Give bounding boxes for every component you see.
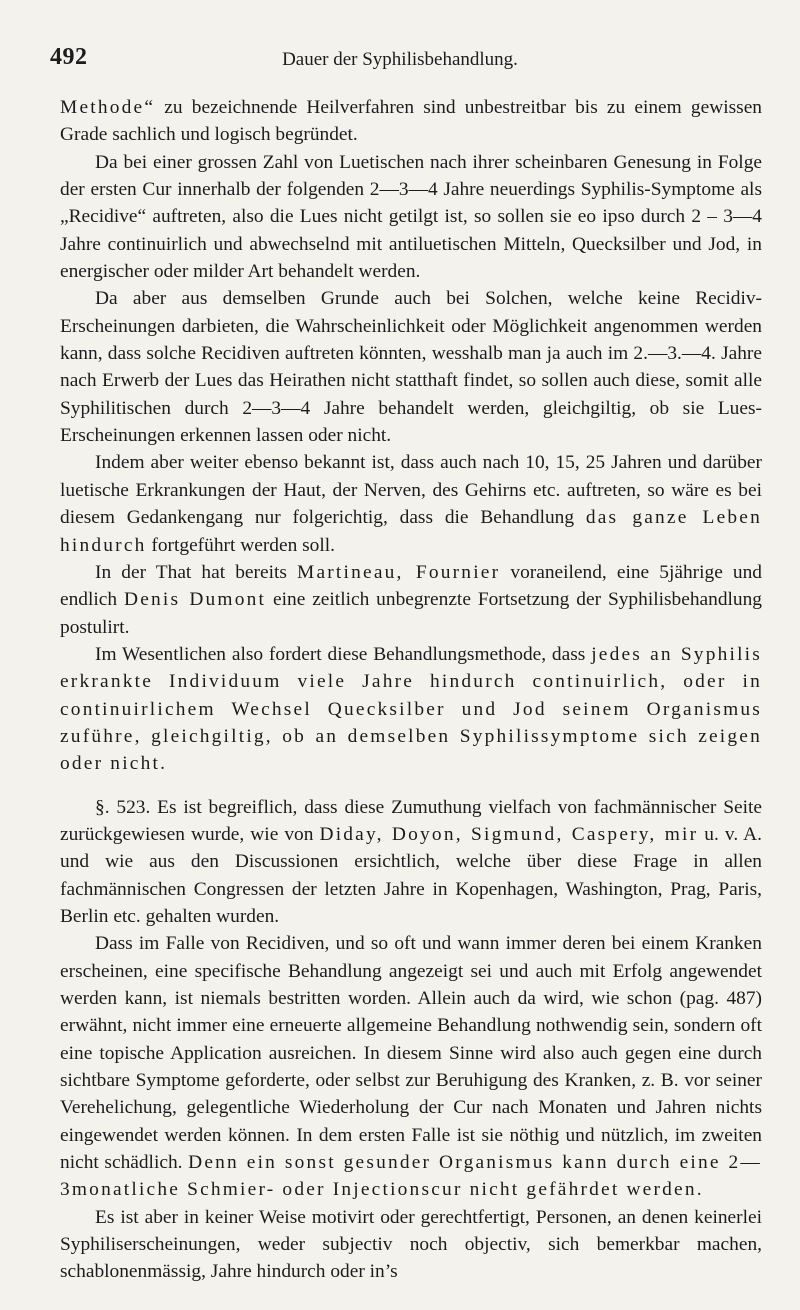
paragraph-lifelong-treatment — [60, 449, 762, 558]
paragraph-method-summary — [60, 641, 762, 778]
body-text — [60, 94, 762, 1286]
paragraph-section-523 — [60, 794, 762, 931]
spaced-emphasis: Martineau, Fournier — [297, 561, 501, 583]
running-title: Dauer der Syphilisbehandlung. — [282, 49, 518, 70]
text-run: fortgeführt werden soll. — [146, 534, 335, 556]
text-run: zu bezeichnende Heilverfahren sind unbestreitbar bis zu einem gewissen Grade sachlich und logisch begründet. — [60, 97, 762, 146]
page-header — [50, 44, 750, 80]
text-run: Im Wesentlichen also fordert diese Behandlungsmethode, dass — [95, 643, 592, 665]
spaced-emphasis: Denn ein sonst gesunder Organismus kann durch eine 2—3monatliche Schmier- oder Injectionscur nicht gefährdet werden. — [60, 1152, 763, 1201]
page-number: 492 — [50, 44, 88, 70]
text-run: Dass im Falle von Recidiven, und so oft und wann immer deren bei einem Kranken erscheinen, eine specifische Behandlung angezeigt sei und auch mit Erfolg angewendet werden kann, ist niemals bestritten worden. Allein auch da wird, wie schon (pag. 487) erwähnt, nicht immer eine erneuerte allgemeine Behandlung nothwendig sein, sondern oft eine topische Application ausreichen. In diesem Sinne wird also auch gegen eine durch sichtbare Symptome geforderte, oder selbst zur Beruhigung des Kranken, z. B. vor seiner Verehelichung, gelegentliche Wiederholung der Cur nach Monaten und Jahren nichts eingewendet werden können. In dem ersten Falle ist sie nöthig und nützlich, im zweiten nicht schädlich. — [60, 933, 762, 1174]
paragraph-continuation — [60, 94, 762, 149]
paragraph-recidive-treatment — [60, 930, 762, 1203]
text-run: Da bei einer grossen Zahl von Luetischen nach ihrer scheinbaren Genesung in Folge der ersten Cur innerhalb der folgenden 2—3—4 Jahre neuerdings Syphilis-Symptome als „Recidive“ auftreten, also die Lues nicht getilgt ist, so sollen sie eo ipso durch 2 – 3—4 Jahre continuirlich und abwechselnd mit antiluetischen Mitteln, Quecksilber und Jod, in energischer oder milder Art behandelt werden. — [60, 151, 762, 283]
spaced-emphasis: Denis Dumont — [123, 589, 267, 611]
spaced-emphasis: das ganze Leben hindurch — [60, 507, 762, 556]
spaced-emphasis: Methode“ — [60, 97, 156, 118]
paragraph-final — [60, 1204, 762, 1286]
text-run: Es ist aber in keiner Weise motivirt oder gerechtfertigt, Personen, an denen keinerlei Syphiliserscheinungen, weder subjectiv noch objectiv, sich bemerkbar machen, schablonenmässig, Jahre hindurch oder in’s — [60, 1206, 762, 1283]
spaced-emphasis: jedes an Syphilis erkrankte Individuum viele Jahre hindurch continuirlich, oder in continuirlichem Wechsel Quecksilber und Jod seinem Organismus zuführe, gleichgiltig, ob an demselben Syphilissymptome sich zeigen oder nicht. — [60, 643, 763, 775]
text-run: Da aber aus demselben Grunde auch bei Solchen, welche keine Recidiv-Erscheinungen darbieten, die Wahrscheinlichkeit oder Möglichkeit angenommen werden kann, dass solche Recidiven auftreten könnten, wesshalb man ja auch im 2.—3.—4. Jahre nach Erwerb der Lues das Heirathen nicht statthaft findet, so sollen auch diese, somit alle Syphilitischen durch 2—3—4 Jahre behandelt werden, gleichgiltig, ob sie Lues-Erscheinungen erkennen lassen oder nicht. — [60, 288, 762, 447]
text-run: voraneilend, eine 5jährige und endlich — [60, 561, 762, 611]
paragraph-all-syphilitics — [60, 285, 762, 449]
text-run: Indem aber weiter ebenso bekannt ist, dass auch nach 10, 15, 25 Jahren und darüber luetische Erkrankungen der Haut, der Nerven, des Gehirns etc. auftreten, so wäre es bei diesem Gedankengang nur folgerichtig, dass die Behandlung — [60, 452, 762, 529]
paragraph-recidive — [60, 149, 762, 286]
text-run: u. v. A. und wie aus den Discussionen ersichtlich, welche über diese Frage in allen fachmännischen Congressen der letzten Jahre in Kopenhagen, Washington, Prag, Paris, Berlin etc. gehalten wurden. — [60, 823, 763, 927]
spaced-emphasis: Diday, Doyon, Sigmund, Caspery, mir — [319, 823, 699, 845]
text-run: In der That hat bereits — [95, 561, 298, 583]
paragraph-martineau-fournier — [60, 559, 762, 641]
text-run: §. 523. Es ist begreiflich, dass diese Zumuthung vielfach von fachmännischer Seite zurückgewiesen wurde, wie von — [60, 796, 762, 845]
text-run: eine zeitlich unbegrenzte Fortsetzung der Syphilisbehandlung postulirt. — [60, 589, 762, 638]
